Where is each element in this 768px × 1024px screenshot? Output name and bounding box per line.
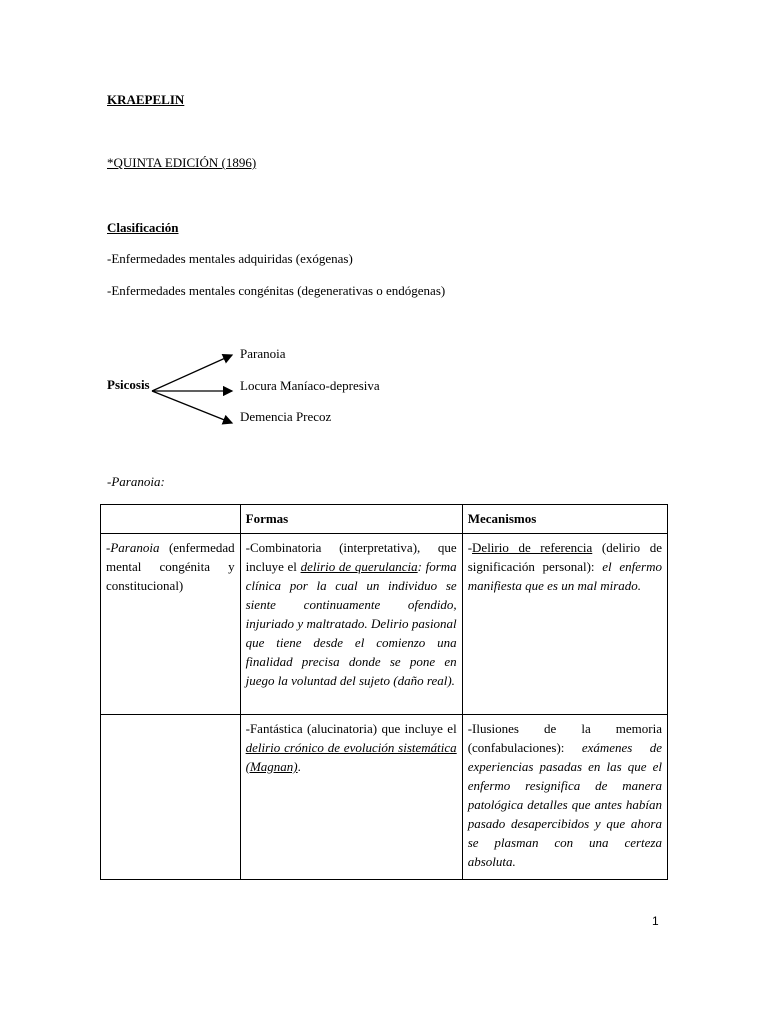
classification-item-1: -Enfermedades mentales adquiridas (exógenas) <box>107 251 353 266</box>
branch-locura-maniaco-depresiva: Locura Maníaco-depresiva <box>240 378 380 393</box>
header-mecanismos: Mecanismos <box>462 505 667 534</box>
forma-end: . <box>297 759 301 774</box>
mecanismo-text: (delirio de significación personal): <box>467 540 662 574</box>
forma-definition: : forma clínica por la cual un individuo se siente continuamente ofendido, injuriado y maltratado. Delirio pasional que tiene desde el comienzo una finalidad precisa donde se pone en juego la voluntad del sujeto (daño real). <box>245 559 457 688</box>
mecanismo-text: -Ilusiones de la memoria (confabulaciones): <box>467 721 662 755</box>
arrow-to-demencia <box>152 391 232 423</box>
paranoia-description: (enfermedad mental congénita y constitucional) <box>106 540 235 593</box>
classification-heading: Clasificación <box>107 220 179 235</box>
cell-forma-combinatoria <box>240 534 462 715</box>
arrow-to-paranoia <box>152 355 232 391</box>
psicosis-arrows <box>150 348 245 428</box>
cell-paranoia-type <box>101 534 241 715</box>
mecanismo-dash: - <box>467 540 473 555</box>
header-formas: Formas <box>240 505 462 534</box>
cell-mecanismo-ilusiones <box>462 715 667 880</box>
paranoia-subheading: -Paranoia: <box>107 474 165 489</box>
table-row <box>101 534 668 715</box>
cell-empty <box>101 715 241 880</box>
document-title: KRAEPELIN <box>107 92 185 107</box>
cell-mecanismo-referencia <box>462 534 667 715</box>
forma-text: -Combinatoria (interpretativa), que incluye el <box>245 540 457 574</box>
mecanismo-term: Delirio de referencia <box>472 540 593 555</box>
mecanismo-definition: exámenes de experiencias pasadas en las que el enfermo resignifica de manera patológica detalles que antes habían pasado desapercibidos y que ahora se plasman con una certeza absoluta. <box>467 740 662 869</box>
classification-item-2: -Enfermedades mentales congénitas (degenerativas o endógenas) <box>107 283 446 298</box>
forma-term: delirio de querulancia <box>300 559 418 574</box>
paranoia-label: -Paranoia <box>106 540 160 555</box>
table-header-row <box>101 505 668 534</box>
forma-term: delirio crónico de evolución sistemática (Magnan) <box>245 740 457 774</box>
branch-paranoia: Paranoia <box>240 346 286 361</box>
branch-demencia-precoz: Demencia Precoz <box>240 409 332 424</box>
header-empty <box>101 505 241 534</box>
paranoia-table <box>100 504 668 880</box>
cell-forma-fantastica <box>240 715 462 880</box>
edition-heading: *QUINTA EDICIÓN (1896) <box>107 155 257 170</box>
table-row <box>101 715 668 880</box>
forma-text: -Fantástica (alucinatoria) que incluye el <box>245 721 457 736</box>
page-number: 1 <box>652 914 659 928</box>
psicosis-label: Psicosis <box>107 377 150 392</box>
mecanismo-definition: el enfermo manifiesta que es un mal mirado. <box>467 559 662 593</box>
